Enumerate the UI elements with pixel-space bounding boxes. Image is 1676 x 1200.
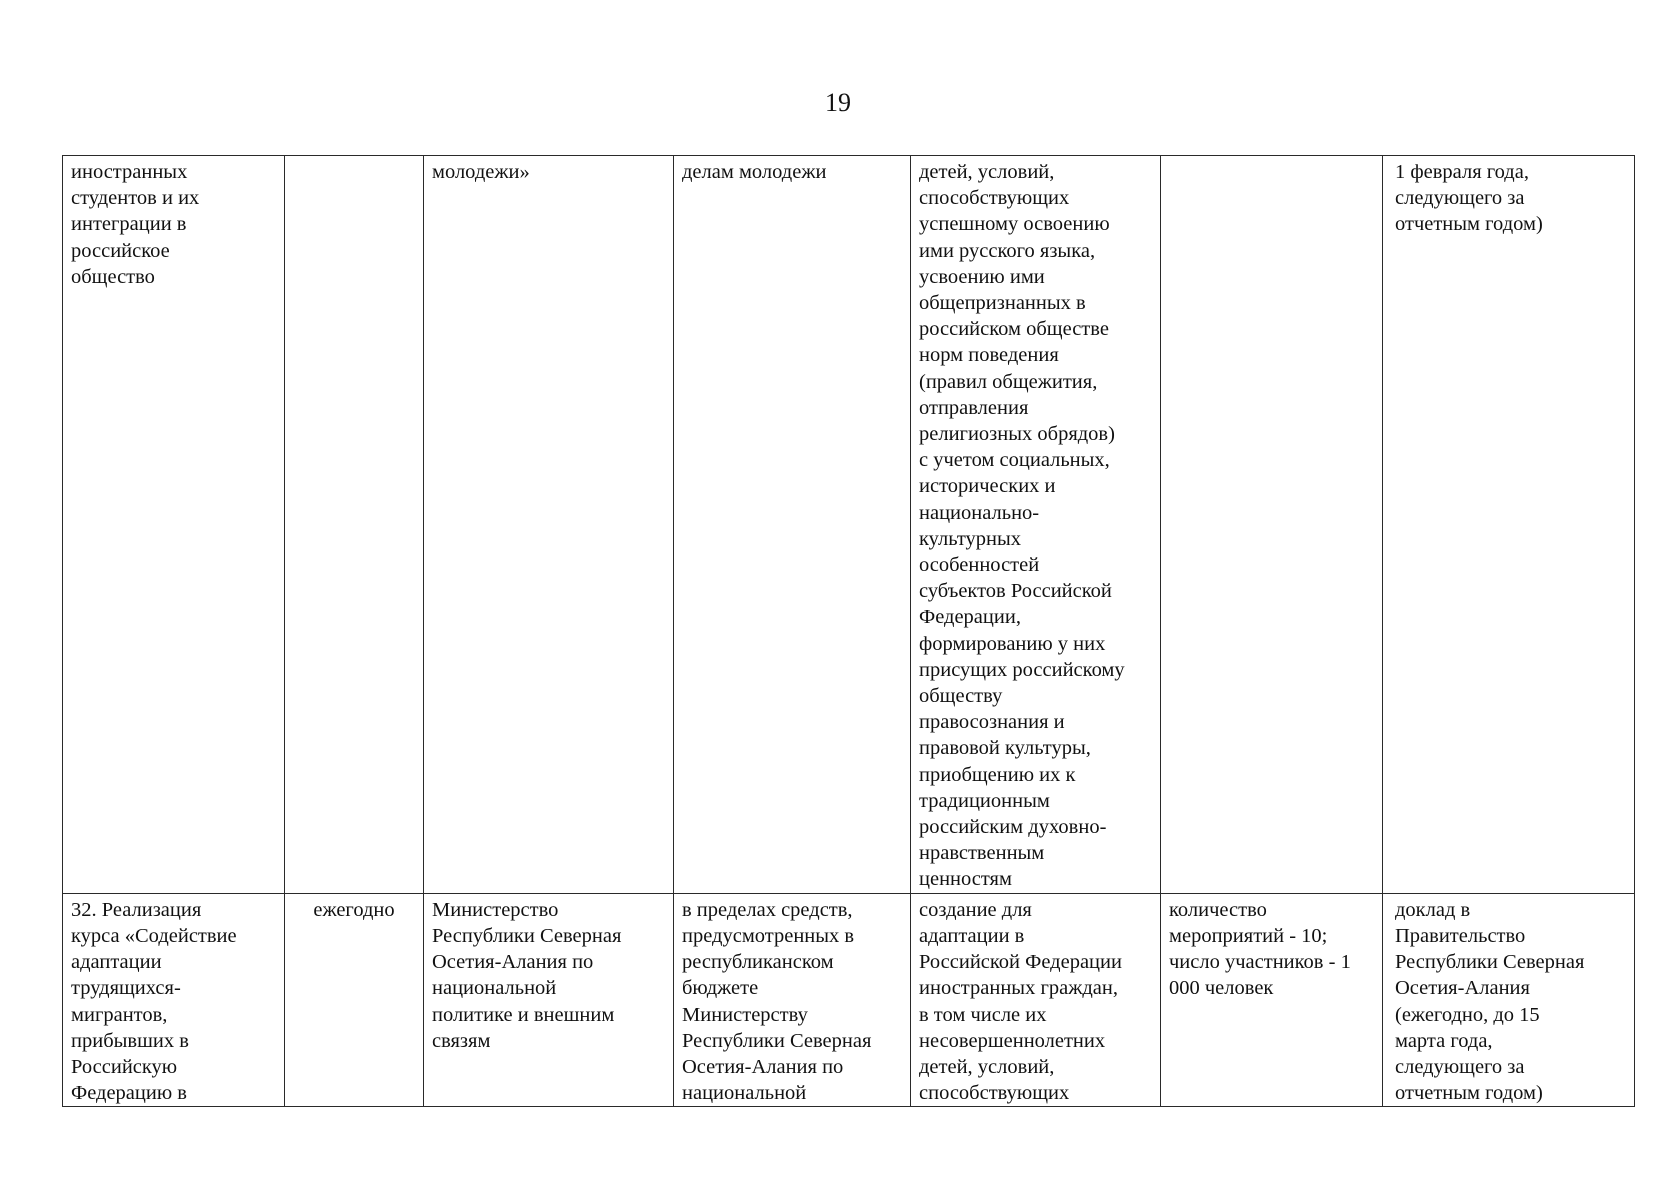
responsible-cell: Министерство Республики Северная Осетия-Алания по национальной политике и внешним связям: [424, 893, 674, 1107]
measures-table: [62, 155, 1635, 1107]
page-number: 19: [825, 88, 851, 117]
measure-name-cell: 32. Реализация курса «Содействие адаптации трудящихся- мигрантов, прибывших в Российскую Федерацию в: [63, 893, 285, 1107]
expected-result-cell: детей, условий, способствующих успешному освоению ими русского языка, усвоению ими общепризнанных в российском обществе норм поведения (правил общежития, отправления религиозных обрядов) с учетом социальных, исторических и национально- культурных особенностей субъектов Российской Федерации, формированию у них присущих российскому обществу правосознания и правовой культуры, приобщению их к традиционным российским духовно- нравственным ценностям: [911, 156, 1161, 894]
indicator-cell: количество мероприятий - 10; число участников - 1 000 человек: [1161, 893, 1383, 1107]
funding-cell: делам молодежи: [674, 156, 911, 894]
responsible-cell: молодежи»: [424, 156, 674, 894]
indicator-cell: [1161, 156, 1383, 894]
funding-cell: в пределах средств, предусмотренных в республиканском бюджете Министерству Республики Северная Осетия-Алания по национальной: [674, 893, 911, 1107]
report-form-cell: 1 февраля года, следующего за отчетным годом): [1383, 156, 1635, 894]
period-cell: [285, 156, 424, 894]
table-row: [63, 893, 1635, 1107]
measure-name-cell: иностранных студентов и их интеграции в российское общество: [63, 156, 285, 894]
table-row: [63, 156, 1635, 894]
report-form-cell: доклад в Правительство Республики Северная Осетия-Алания (ежегодно, до 15 марта года, следующего за отчетным годом): [1383, 893, 1635, 1107]
period-cell: ежегодно: [285, 893, 424, 1107]
expected-result-cell: создание для адаптации в Российской Федерации иностранных граждан, в том числе их несовершеннолетних детей, условий, способствующих: [911, 893, 1161, 1107]
